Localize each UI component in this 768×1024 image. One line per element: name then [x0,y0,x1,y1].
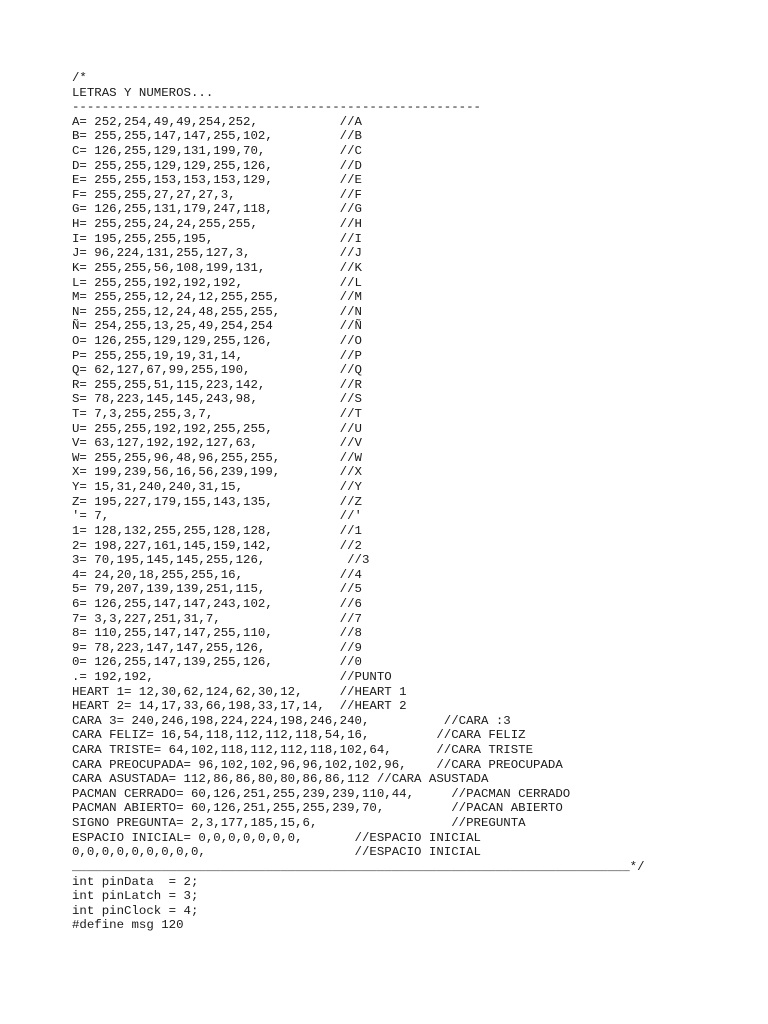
code-line: int pinLatch = 3; [72,889,199,904]
code-line: #define msg 120 [72,918,184,933]
code-line: ------------------------------------------------------- [72,100,481,115]
code-line: CARA TRISTE= 64,102,118,112,112,118,102,64, //CARA TRISTE [72,743,534,758]
code-line: C= 126,255,129,131,199,70, //C [72,144,362,159]
code-line: O= 126,255,129,129,255,126, //O [72,333,362,348]
code-line: ___________________________________________________________________________*/ [72,859,645,874]
code-line: J= 96,224,131,255,127,3, //J [72,246,362,261]
code-line: 6= 126,255,147,147,243,102, //6 [72,596,362,611]
code-line: D= 255,255,129,129,255,126, //D [72,158,362,173]
code-line: V= 63,127,192,192,127,63, //V [72,436,362,451]
code-line: 1= 128,132,255,255,128,128, //1 [72,523,362,538]
code-line: HEART 2= 14,17,33,66,198,33,17,14, //HEART 2 [72,699,407,714]
code-line: E= 255,255,153,153,153,129, //E [72,173,362,188]
code-line: LETRAS Y NUMEROS... [72,85,214,100]
code-line: SIGNO PREGUNTA= 2,3,177,185,15,6, //PREGUNTA [72,816,526,831]
code-line: P= 255,255,19,19,31,14, //P [72,348,362,363]
code-line: Z= 195,227,179,155,143,135, //Z [72,494,362,509]
code-line: ESPACIO INICIAL= 0,0,0,0,0,0,0, //ESPACIO INICIAL [72,830,481,845]
code-line: B= 255,255,147,147,255,102, //B [72,129,362,144]
code-line: U= 255,255,192,192,255,255, //U [72,421,362,436]
code-line: N= 255,255,12,24,48,255,255, //N [72,304,362,319]
code-line: 4= 24,20,18,255,255,16, //4 [72,567,362,582]
code-line: Ñ= 254,255,13,25,49,254,254 //Ñ [72,319,362,334]
code-line: 9= 78,223,147,147,255,126, //9 [72,640,362,655]
code-line: I= 195,255,255,195, //I [72,231,362,246]
code-line: 2= 198,227,161,145,159,142, //2 [72,538,362,553]
code-listing [72,71,645,933]
code-line: .= 192,192, //PUNTO [72,669,392,684]
code-line: '= 7, //' [72,509,362,524]
code-line: M= 255,255,12,24,12,255,255, //M [72,290,362,305]
code-line: Y= 15,31,240,240,31,15, //Y [72,480,362,495]
code-line: T= 7,3,255,255,3,7, //T [72,407,362,422]
code-line: 7= 3,3,227,251,31,7, //7 [72,611,362,626]
code-line: PACMAN ABIERTO= 60,126,251,255,255,239,70, //PACAN ABIERTO [72,801,563,816]
code-line: A= 252,254,49,49,254,252, //A [72,114,362,129]
code-line: CARA 3= 240,246,198,224,224,198,246,240, //CARA :3 [72,713,511,728]
code-line: 8= 110,255,147,147,255,110, //8 [72,626,362,641]
code-line: G= 126,255,131,179,247,118, //G [72,202,362,217]
code-line: PACMAN CERRADO= 60,126,251,255,239,239,110,44, //PACMAN CERRADO [72,786,571,801]
code-line: L= 255,255,192,192,192, //L [72,275,362,290]
code-line: 3= 70,195,145,145,255,126, //3 [72,553,370,568]
code-line: int pinClock = 4; [72,903,199,918]
code-line: R= 255,255,51,115,223,142, //R [72,377,362,392]
code-line: HEART 1= 12,30,62,124,62,30,12, //HEART 1 [72,684,407,699]
code-line: Q= 62,127,67,99,255,190, //Q [72,363,362,378]
code-line: CARA FELIZ= 16,54,118,112,112,118,54,16, //CARA FELIZ [72,728,526,743]
code-line: CARA ASUSTADA= 112,86,86,80,80,86,86,112 //CARA ASUSTADA [72,772,489,787]
code-line: int pinData = 2; [72,874,199,889]
code-line: W= 255,255,96,48,96,255,255, //W [72,450,362,465]
code-line: F= 255,255,27,27,27,3, //F [72,187,362,202]
code-line: H= 255,255,24,24,255,255, //H [72,217,362,232]
code-line: 0= 126,255,147,139,255,126, //0 [72,655,362,670]
code-line: /* [72,71,87,85]
code-line: K= 255,255,56,108,199,131, //K [72,260,362,275]
code-line: CARA PREOCUPADA= 96,102,102,96,96,102,102,96, //CARA PREOCUPADA [72,757,563,772]
code-line: S= 78,223,145,145,243,98, //S [72,392,362,407]
code-line: 0,0,0,0,0,0,0,0,0, //ESPACIO INICIAL [72,845,481,860]
code-line: 5= 79,207,139,139,251,115, //5 [72,582,362,597]
code-line: X= 199,239,56,16,56,239,199, //X [72,465,362,480]
